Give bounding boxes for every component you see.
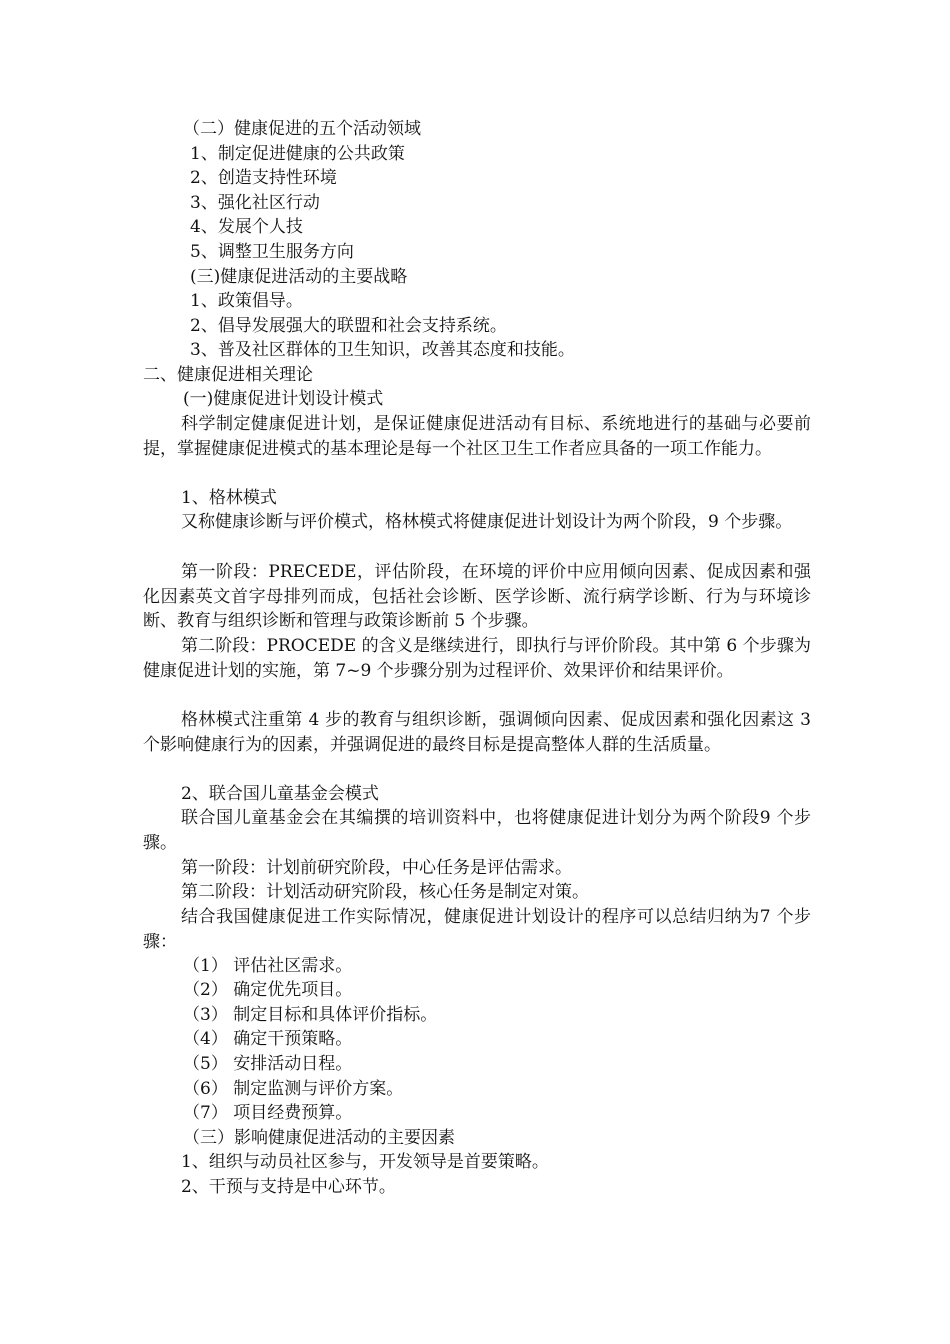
list-item: 4、发展个人技 xyxy=(190,217,303,237)
step-item: （7） 项目经费预算。 xyxy=(183,1103,353,1123)
list-item: 3、强化社区行动 xyxy=(190,193,320,213)
paragraph-text: 第二阶段：PROCEDE 的含义是继续进行，即执行与评价阶段。其中第 6 个步骤为健康促进计划的实施，第 7~9 个步骤分别为过程评价、效果评价和结果评价。 xyxy=(143,636,811,681)
subsection-heading: (一)健康促进计划设计模式 xyxy=(183,389,384,409)
section-heading-strategies: (三)健康促进活动的主要战略 xyxy=(190,267,408,287)
section-heading-factors: （三）影响健康促进活动的主要因素 xyxy=(183,1128,455,1148)
paragraph-text: 又称健康诊断与评价模式，格林模式将健康促进计划设计为两个阶段，9 个步骤。 xyxy=(181,512,793,532)
paragraph-stage-u1: 第一阶段：计划前研究阶段，中心任务是评估需求。 xyxy=(181,858,572,878)
paragraph-summary xyxy=(143,905,811,954)
list-item: 2、倡导发展强大的联盟和社会支持系统。 xyxy=(190,316,507,336)
list-item: 1、制定促进健康的公共政策 xyxy=(190,144,405,164)
paragraph-stage1 xyxy=(143,560,811,634)
step-item: （3） 制定目标和具体评价指标。 xyxy=(183,1005,438,1025)
paragraph-text: 第一阶段：PRECEDE，评估阶段，在环境的评价中应用倾向因素、促成因素和强化因素英文首字母排列而成，包括社会诊断、医学诊断、流行病学诊断、行为与环境诊断、教育与组织诊断和管理与政策诊断前 5 个步骤。 xyxy=(143,562,811,632)
paragraph-focus xyxy=(143,708,811,757)
paragraph-text: 联合国儿童基金会在其编撰的培训资料中，也将健康促进计划分为两个阶段9 个步骤。 xyxy=(143,808,811,853)
model-heading-green: 1、格林模式 xyxy=(181,488,277,508)
paragraph-stage2 xyxy=(143,634,811,683)
step-item: （1） 评估社区需求。 xyxy=(183,956,353,976)
model-heading-unicef: 2、联合国儿童基金会模式 xyxy=(181,784,379,804)
paragraph-stage-u2: 第二阶段：计划活动研究阶段，核心任务是制定对策。 xyxy=(181,882,589,902)
step-item: （2） 确定优先项目。 xyxy=(183,980,353,1000)
list-item: 2、创造支持性环境 xyxy=(190,168,337,188)
chapter-heading: 二、健康促进相关理论 xyxy=(143,365,313,385)
list-item: 2、干预与支持是中心环节。 xyxy=(181,1177,396,1197)
list-item: 5、调整卫生服务方向 xyxy=(190,242,354,262)
step-item: （6） 制定监测与评价方案。 xyxy=(183,1079,404,1099)
paragraph-intro xyxy=(143,412,811,461)
step-item: （5） 安排活动日程。 xyxy=(183,1054,353,1074)
paragraph-unicef xyxy=(143,806,811,855)
list-item: 3、普及社区群体的卫生知识，改善其态度和技能。 xyxy=(190,340,575,360)
list-item: 1、组织与动员社区参与，开发领导是首要策略。 xyxy=(181,1152,549,1172)
paragraph-text: 结合我国健康促进工作实际情况，健康促进计划设计的程序可以总结归纳为7 个步骤： xyxy=(143,907,811,952)
paragraph-text: 格林模式注重第 4 步的教育与组织诊断，强调倾向因素、促成因素和强化因素这 3 个影响健康行为的因素，并强调促进的最终目标是提高整体人群的生活质量。 xyxy=(143,710,811,755)
step-item: （4） 确定干预策略。 xyxy=(183,1029,353,1049)
list-item: 1、政策倡导。 xyxy=(190,291,303,311)
paragraph-green xyxy=(143,510,811,535)
paragraph-text: 科学制定健康促进计划，是保证健康促进活动有目标、系统地进行的基础与必要前提，掌握健康促进模式的基本理论是每一个社区卫生工作者应具备的一项工作能力。 xyxy=(143,414,811,459)
section-heading-five-areas: （二）健康促进的五个活动领域 xyxy=(183,119,421,139)
